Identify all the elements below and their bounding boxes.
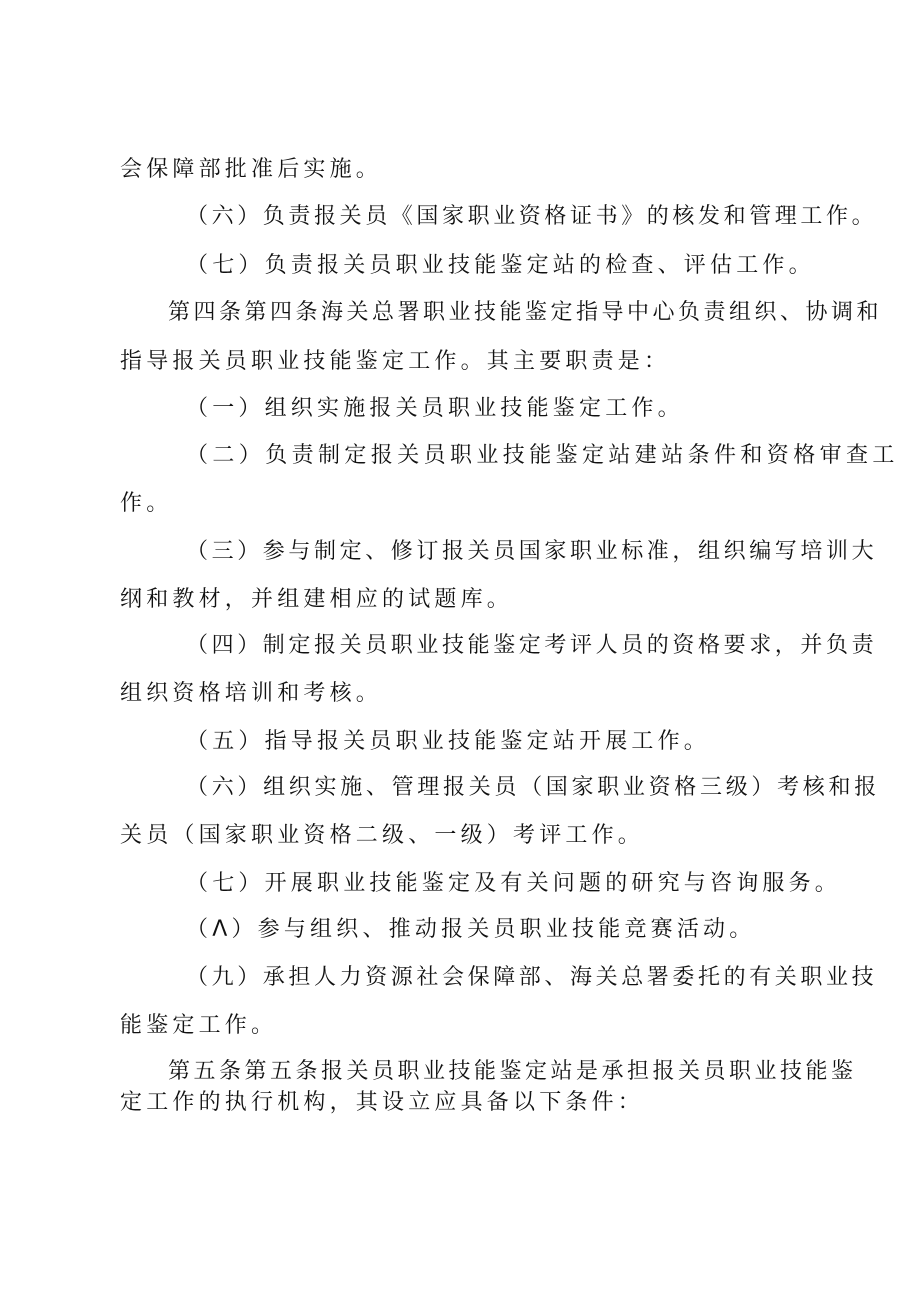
text-line: （五）指导报关员职业技能鉴定站开展工作。 xyxy=(186,729,711,754)
text-line: （七）开展职业技能鉴定及有关问题的研究与咨询服务。 xyxy=(186,871,842,896)
text-line: 能鉴定工作。 xyxy=(120,1013,278,1038)
text-line: （一）组织实施报关员职业技能鉴定工作。 xyxy=(186,396,684,421)
text-line: 关员（国家职业资格二级、一级）考评工作。 xyxy=(120,823,645,848)
text-line: 会保障部批准后实施。 xyxy=(120,157,383,182)
text-line: 定工作的执行机构，其设立应具备以下条件： xyxy=(120,1090,645,1115)
text-line: （三）参与制定、修订报关员国家职业标准，组织编写培训大 xyxy=(186,539,878,564)
text-line: （二）负责制定报关员职业技能鉴定站建站条件和资格审查工 xyxy=(186,443,899,468)
text-line: 指导报关员职业技能鉴定工作。其主要职责是： xyxy=(120,349,671,374)
text-line: （九）承担人力资源社会保障部、海关总署委托的有关职业技 xyxy=(186,965,878,990)
text-line: （七）负责报关员职业技能鉴定站的检查、评估工作。 xyxy=(186,253,815,278)
text-line: （六）组织实施、管理报关员（国家职业资格三级）考核和报 xyxy=(186,775,880,800)
text-line: （六）负责报关员《国家职业资格证书》的核发和管理工作。 xyxy=(186,204,878,229)
article-heading-line: 第五条第五条报关员职业技能鉴定站是承担报关员职业技能鉴 xyxy=(168,1059,857,1084)
article-heading-line: 第四条第四条海关总署职业技能鉴定指导中心负责组织、协调和 xyxy=(168,300,883,325)
text-line: （四）制定报关员职业技能鉴定考评人员的资格要求，并负责 xyxy=(186,633,878,658)
text-line: 作。 xyxy=(120,491,173,516)
text-line: 纲和教材，并组建相应的试题库。 xyxy=(120,587,514,612)
text-line: （Λ）参与组织、推动报关员职业技能竞赛活动。 xyxy=(186,917,756,942)
text-line: 组织资格培训和考核。 xyxy=(120,681,383,706)
